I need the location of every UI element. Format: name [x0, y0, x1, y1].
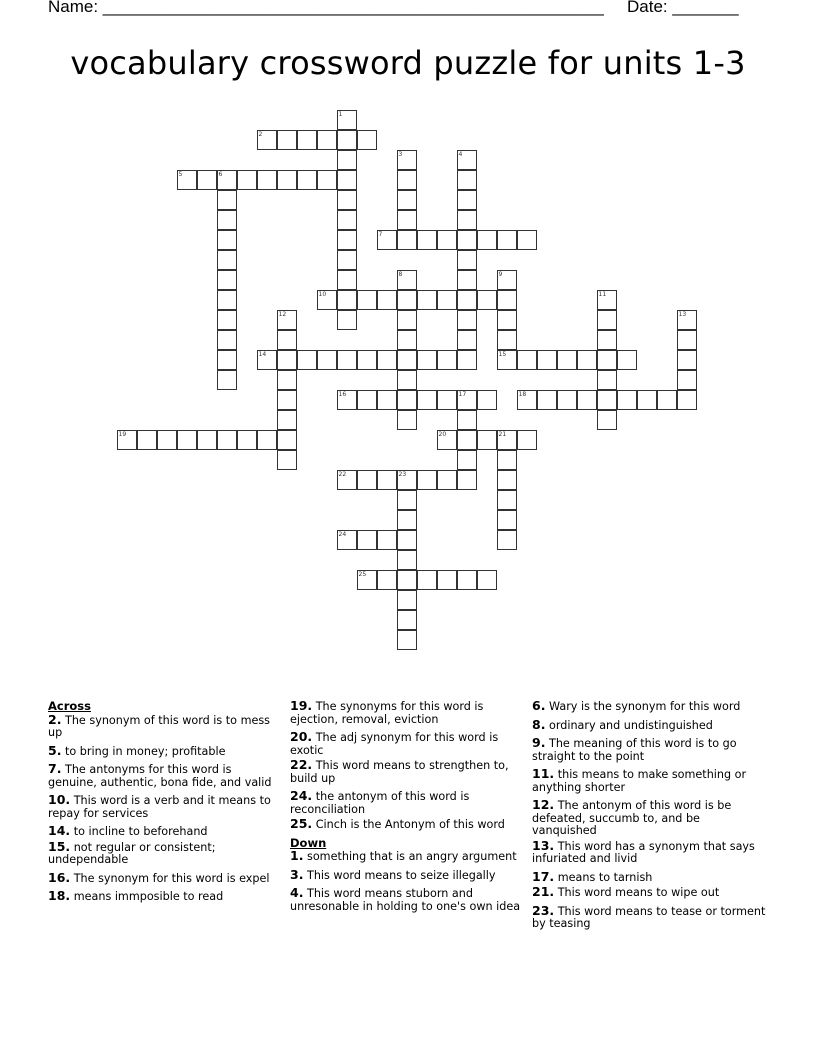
- grid-cell[interactable]: [217, 290, 237, 310]
- grid-cell[interactable]: [317, 170, 337, 190]
- grid-cell[interactable]: [377, 230, 397, 250]
- grid-cell[interactable]: [257, 170, 277, 190]
- grid-cell[interactable]: [337, 130, 357, 150]
- grid-cell[interactable]: [237, 430, 257, 450]
- grid-cell[interactable]: [377, 570, 397, 590]
- grid-cell[interactable]: [317, 130, 337, 150]
- grid-cell[interactable]: [317, 290, 337, 310]
- clue-down-21: 21. This word means to wipe out: [532, 884, 720, 899]
- down-heading: Down: [290, 835, 327, 850]
- grid-cell[interactable]: [417, 470, 437, 490]
- clue-across-22: 22. This word means to strengthen to, build up: [290, 757, 509, 785]
- grid-cell[interactable]: [637, 390, 657, 410]
- cell-number: 14: [258, 350, 267, 358]
- clue-down-9: 9. The meaning of this word is to go straight to the point: [532, 735, 737, 763]
- grid-cell[interactable]: [397, 210, 417, 230]
- clue-number: 23: [532, 902, 550, 918]
- grid-cell[interactable]: [437, 290, 457, 310]
- clue-across-25: 25. Cinch is the Antonym of this word: [290, 816, 505, 831]
- clue-number: 10: [48, 792, 66, 807]
- cell-number: 10: [318, 290, 327, 298]
- cell-number: 6: [218, 170, 223, 178]
- grid-cell[interactable]: [397, 190, 417, 210]
- clue-down-1: 1. something that is an angry argument: [290, 848, 517, 863]
- grid-cell[interactable]: [397, 350, 417, 370]
- grid-cell[interactable]: [217, 210, 237, 230]
- grid-cell[interactable]: [297, 130, 317, 150]
- grid-cell[interactable]: [177, 430, 197, 450]
- clue-number: 22: [290, 757, 308, 772]
- grid-cell[interactable]: [357, 530, 377, 550]
- cell-number: 25: [358, 570, 367, 578]
- grid-cell[interactable]: [397, 170, 417, 190]
- clue-number: 19: [290, 698, 308, 713]
- grid-cell[interactable]: [497, 350, 517, 370]
- grid-cell[interactable]: [397, 570, 417, 590]
- grid-cell[interactable]: [677, 370, 697, 390]
- cell-number: 19: [118, 430, 127, 438]
- grid-cell[interactable]: [217, 350, 237, 370]
- grid-cell[interactable]: [617, 350, 637, 370]
- grid-cell[interactable]: [217, 310, 237, 330]
- grid-cell[interactable]: [557, 390, 577, 410]
- grid-cell[interactable]: [277, 410, 297, 430]
- date-field-label: Date: _______: [627, 0, 739, 16]
- grid-cell[interactable]: [397, 530, 417, 550]
- grid-cell[interactable]: [237, 170, 257, 190]
- clue-down-17: 17. means to tarnish: [532, 868, 653, 884]
- cell-number: 1: [338, 110, 343, 118]
- clue-text: The adj synonym for this word is exotic: [290, 731, 499, 757]
- grid-cell[interactable]: [677, 350, 697, 370]
- clue-text: This word means to seize illegally: [303, 868, 496, 882]
- cell-number: 4: [458, 150, 463, 158]
- clue-text: to incline to beforehand: [70, 825, 208, 838]
- clue-text: This word has a synonym that says infuriated and livid: [532, 839, 755, 865]
- grid-cell[interactable]: [257, 130, 277, 150]
- grid-cell[interactable]: [337, 230, 357, 250]
- grid-cell[interactable]: [497, 310, 517, 330]
- grid-cell[interactable]: [357, 570, 377, 590]
- grid-cell[interactable]: [677, 390, 697, 410]
- grid-cell[interactable]: [397, 510, 417, 530]
- grid-cell[interactable]: [657, 390, 677, 410]
- clue-number: 13: [532, 837, 550, 853]
- cell-number: 16: [338, 390, 347, 398]
- grid-cell[interactable]: [457, 230, 477, 250]
- clue-number: 16: [48, 869, 66, 885]
- cell-number: 20: [438, 430, 447, 438]
- clue-down-11: 11. this means to make something or anything shorter: [532, 766, 747, 794]
- grid-cell[interactable]: [457, 170, 477, 190]
- grid-cell[interactable]: [397, 270, 417, 290]
- grid-cell[interactable]: [277, 130, 297, 150]
- grid-cell[interactable]: [677, 330, 697, 350]
- grid-cell[interactable]: [157, 430, 177, 450]
- grid-cell[interactable]: [497, 530, 517, 550]
- grid-cell[interactable]: [337, 530, 357, 550]
- grid-cell[interactable]: [177, 170, 197, 190]
- grid-cell[interactable]: [477, 290, 497, 310]
- grid-cell[interactable]: [397, 550, 417, 570]
- clue-number: 6: [532, 698, 541, 713]
- grid-cell[interactable]: [337, 350, 357, 370]
- clue-number: 18: [48, 888, 66, 903]
- clue-down-8: 8. ordinary and undistinguished: [532, 716, 713, 732]
- grid-cell[interactable]: [437, 390, 457, 410]
- grid-cell[interactable]: [577, 350, 597, 370]
- grid-cell[interactable]: [417, 350, 437, 370]
- clue-text: Cinch is the Antonym of this word: [312, 818, 505, 831]
- grid-cell[interactable]: [137, 430, 157, 450]
- grid-cell[interactable]: [497, 470, 517, 490]
- cell-number: 2: [258, 130, 263, 138]
- grid-cell[interactable]: [597, 330, 617, 350]
- clue-down-13: 13. This word has a synonym that says infuriated and livid: [532, 837, 755, 865]
- grid-cell[interactable]: [337, 250, 357, 270]
- grid-cell[interactable]: [417, 570, 437, 590]
- grid-cell[interactable]: [557, 350, 577, 370]
- grid-cell[interactable]: [417, 230, 437, 250]
- cell-number: 24: [338, 530, 347, 538]
- grid-cell[interactable]: [277, 330, 297, 350]
- grid-cell[interactable]: [417, 290, 437, 310]
- clue-number: 25: [290, 816, 308, 831]
- grid-cell[interactable]: [397, 290, 417, 310]
- clue-number: 2: [48, 711, 57, 727]
- grid-cell[interactable]: [197, 170, 217, 190]
- clue-number: 14: [48, 823, 66, 838]
- grid-cell[interactable]: [677, 310, 697, 330]
- across-heading: Across: [48, 699, 91, 713]
- grid-cell[interactable]: [217, 270, 237, 290]
- grid-cell[interactable]: [397, 410, 417, 430]
- clue-number: 4: [290, 885, 299, 900]
- grid-cell[interactable]: [497, 450, 517, 470]
- grid-cell[interactable]: [397, 390, 417, 410]
- grid-cell[interactable]: [397, 630, 417, 650]
- grid-cell[interactable]: [517, 350, 537, 370]
- clue-number: 7: [48, 761, 57, 776]
- grid-cell[interactable]: [257, 350, 277, 370]
- grid-cell[interactable]: [297, 170, 317, 190]
- grid-cell[interactable]: [277, 170, 297, 190]
- clue-text: something that is an angry argument: [303, 850, 517, 863]
- grid-cell[interactable]: [377, 350, 397, 370]
- grid-cell[interactable]: [457, 450, 477, 470]
- clue-number: 11: [532, 766, 550, 781]
- clue-across-5: 5. to bring in money; profitable: [48, 742, 226, 758]
- grid-cell[interactable]: [497, 330, 517, 350]
- grid-cell[interactable]: [477, 230, 497, 250]
- grid-cell[interactable]: [217, 370, 237, 390]
- cell-number: 3: [398, 150, 403, 158]
- clue-text: this means to make something or anything shorter: [532, 768, 747, 794]
- grid-cell[interactable]: [357, 130, 377, 150]
- clue-text: The synonyms for this word is ejection, removal, eviction: [290, 700, 484, 726]
- grid-cell[interactable]: [397, 230, 417, 250]
- grid-cell[interactable]: [457, 470, 477, 490]
- clue-across-20: 20. The adj synonym for this word is exotic: [290, 729, 499, 757]
- grid-cell[interactable]: [597, 290, 617, 310]
- cell-number: 22: [338, 470, 347, 478]
- grid-cell[interactable]: [377, 530, 397, 550]
- clue-across-7: 7. The antonyms for this word is genuine, authentic, bona fide, and valid: [48, 761, 272, 789]
- clue-down-3: 3. This word means to seize illegally: [290, 866, 496, 882]
- grid-cell[interactable]: [597, 390, 617, 410]
- grid-cell[interactable]: [337, 470, 357, 490]
- clue-text: The synonym for this word is expel: [70, 871, 270, 885]
- grid-cell[interactable]: [337, 190, 357, 210]
- clue-down-6: 6. Wary is the synonym for this word: [532, 698, 741, 713]
- grid-cell[interactable]: [317, 350, 337, 370]
- grid-cell[interactable]: [477, 430, 497, 450]
- clue-number: 17: [532, 868, 550, 884]
- cell-number: 12: [278, 310, 287, 318]
- clue-text: to bring in money; profitable: [61, 744, 226, 758]
- grid-cell[interactable]: [497, 230, 517, 250]
- grid-cell[interactable]: [457, 570, 477, 590]
- clue-number: 8: [532, 716, 541, 732]
- grid-cell[interactable]: [437, 570, 457, 590]
- clue-number: 20: [290, 729, 308, 744]
- clues-column-2: [290, 700, 525, 918]
- grid-cell[interactable]: [537, 350, 557, 370]
- grid-cell[interactable]: [497, 270, 517, 290]
- grid-cell[interactable]: [437, 230, 457, 250]
- page-title: vocabulary crossword puzzle for units 1-3: [70, 44, 746, 82]
- clue-text: This word is a verb and it means to repay for services: [48, 794, 271, 820]
- grid-cell[interactable]: [217, 170, 237, 190]
- grid-cell[interactable]: [377, 290, 397, 310]
- grid-cell[interactable]: [397, 310, 417, 330]
- clue-text: the antonym of this word is reconciliation: [290, 790, 470, 816]
- cell-number: 5: [178, 170, 183, 178]
- grid-cell[interactable]: [277, 370, 297, 390]
- clue-number: 9: [532, 735, 541, 750]
- clue-text: The antonym of this word is be defeated, succumb to, and be vanquished: [532, 799, 732, 837]
- grid-cell[interactable]: [337, 270, 357, 290]
- grid-cell[interactable]: [517, 430, 537, 450]
- cell-number: 8: [398, 270, 403, 278]
- clue-text: ordinary and undistinguished: [545, 718, 713, 732]
- grid-cell[interactable]: [497, 490, 517, 510]
- grid-cell[interactable]: [457, 270, 477, 290]
- grid-cell[interactable]: [357, 290, 377, 310]
- name-field-label: Name: _____________________________________________________: [48, 0, 604, 16]
- grid-cell[interactable]: [397, 470, 417, 490]
- grid-cell[interactable]: [617, 390, 637, 410]
- grid-cell[interactable]: [437, 430, 457, 450]
- grid-cell[interactable]: [337, 390, 357, 410]
- clue-text: Wary is the synonym for this word: [545, 700, 741, 713]
- clue-text: This word means stuborn and unresonable in holding to one's own idea: [290, 887, 521, 913]
- clue-number: 3: [290, 866, 299, 882]
- grid-cell[interactable]: [457, 290, 477, 310]
- clue-number: 1: [290, 848, 299, 863]
- clue-across-2: 2. The synonym of this word is to mess up: [48, 711, 271, 739]
- grid-cell[interactable]: [457, 310, 477, 330]
- cell-number: 18: [518, 390, 527, 398]
- grid-cell[interactable]: [397, 490, 417, 510]
- grid-cell[interactable]: [277, 390, 297, 410]
- grid-cell[interactable]: [277, 350, 297, 370]
- grid-cell[interactable]: [377, 390, 397, 410]
- grid-cell[interactable]: [497, 290, 517, 310]
- clue-number: 24: [290, 788, 308, 803]
- clue-text: The meaning of this word is to go straight to the point: [532, 737, 737, 763]
- clue-text: The antonyms for this word is genuine, authentic, bona fide, and valid: [48, 763, 272, 789]
- grid-cell[interactable]: [337, 170, 357, 190]
- grid-cell[interactable]: [397, 330, 417, 350]
- grid-cell[interactable]: [537, 390, 557, 410]
- grid-cell[interactable]: [297, 350, 317, 370]
- grid-cell[interactable]: [397, 370, 417, 390]
- grid-cell[interactable]: [457, 390, 477, 410]
- cell-number: 15: [498, 350, 507, 358]
- clues-column-1: [48, 700, 283, 909]
- grid-cell[interactable]: [517, 390, 537, 410]
- grid-cell[interactable]: [457, 210, 477, 230]
- grid-cell[interactable]: [457, 350, 477, 370]
- grid-cell[interactable]: [277, 430, 297, 450]
- grid-cell[interactable]: [357, 390, 377, 410]
- grid-cell[interactable]: [197, 430, 217, 450]
- cell-number: 9: [498, 270, 503, 278]
- clue-text: This word means to wipe out: [554, 886, 720, 899]
- grid-cell[interactable]: [397, 590, 417, 610]
- clue-down-12: 12. The antonym of this word is be defeated, succumb to, and be vanquished: [532, 797, 732, 837]
- cell-number: 23: [398, 470, 407, 478]
- clue-across-10: 10. This word is a verb and it means to repay for services: [48, 792, 271, 820]
- clue-down-4: 4. This word means stuborn and unresonable in holding to one's own idea: [290, 885, 521, 913]
- grid-cell[interactable]: [277, 450, 297, 470]
- grid-cell[interactable]: [457, 250, 477, 270]
- grid-cell[interactable]: [497, 430, 517, 450]
- grid-cell[interactable]: [377, 470, 397, 490]
- grid-cell[interactable]: [457, 190, 477, 210]
- grid-cell[interactable]: [597, 370, 617, 390]
- grid-cell[interactable]: [337, 110, 357, 130]
- grid-cell[interactable]: [437, 350, 457, 370]
- cell-number: 21: [498, 430, 507, 438]
- grid-cell[interactable]: [277, 310, 297, 330]
- grid-cell[interactable]: [397, 150, 417, 170]
- grid-cell[interactable]: [517, 230, 537, 250]
- grid-cell[interactable]: [597, 350, 617, 370]
- clue-text: means immposible to read: [70, 890, 224, 903]
- grid-cell[interactable]: [477, 390, 497, 410]
- grid-cell[interactable]: [217, 250, 237, 270]
- clue-text: not regular or consistent; undependable: [48, 840, 216, 866]
- grid-cell[interactable]: [597, 310, 617, 330]
- grid-cell[interactable]: [217, 330, 237, 350]
- grid-cell[interactable]: [417, 390, 437, 410]
- clue-number: 12: [532, 797, 550, 812]
- grid-cell[interactable]: [337, 310, 357, 330]
- grid-cell[interactable]: [337, 290, 357, 310]
- cell-number: 11: [598, 290, 607, 298]
- clue-across-15: 15. not regular or consistent; undependable: [48, 838, 216, 866]
- clue-down-23: 23. This word means to tease or torment by teasing: [532, 902, 766, 930]
- cell-number: 17: [458, 390, 467, 398]
- grid-cell[interactable]: [357, 470, 377, 490]
- grid-cell[interactable]: [217, 430, 237, 450]
- grid-cell[interactable]: [357, 350, 377, 370]
- clue-number: 15: [48, 838, 66, 854]
- clue-text: means to tarnish: [554, 870, 653, 884]
- grid-cell[interactable]: [397, 610, 417, 630]
- grid-cell[interactable]: [217, 230, 237, 250]
- grid-cell[interactable]: [337, 210, 357, 230]
- grid-cell[interactable]: [457, 150, 477, 170]
- clue-across-19: 19. The synonyms for this word is ejection, removal, eviction: [290, 698, 484, 726]
- grid-cell[interactable]: [257, 430, 277, 450]
- grid-cell[interactable]: [497, 510, 517, 530]
- grid-cell[interactable]: [217, 190, 237, 210]
- grid-cell[interactable]: [457, 410, 477, 430]
- grid-cell[interactable]: [577, 390, 597, 410]
- clue-across-16: 16. The synonym for this word is expel: [48, 869, 270, 885]
- clue-across-14: 14. to incline to beforehand: [48, 823, 208, 838]
- cell-number: 7: [378, 230, 383, 238]
- cell-number: 13: [678, 310, 687, 318]
- grid-cell[interactable]: [457, 330, 477, 350]
- grid-cell[interactable]: [597, 410, 617, 430]
- clue-text: The synonym of this word is to mess up: [48, 713, 271, 739]
- grid-cell[interactable]: [477, 570, 497, 590]
- clue-text: This word means to strengthen to, build up: [290, 759, 509, 785]
- grid-cell[interactable]: [437, 470, 457, 490]
- grid-cell[interactable]: [457, 430, 477, 450]
- clue-number: 21: [532, 884, 550, 899]
- clue-across-24: 24. the antonym of this word is reconciliation: [290, 788, 470, 816]
- grid-cell[interactable]: [117, 430, 137, 450]
- clue-text: This word means to tease or torment by teasing: [532, 904, 766, 930]
- clues-column-3: [532, 700, 767, 936]
- grid-cell[interactable]: [337, 150, 357, 170]
- clue-across-18: 18. means immposible to read: [48, 888, 224, 903]
- clue-number: 5: [48, 742, 57, 758]
